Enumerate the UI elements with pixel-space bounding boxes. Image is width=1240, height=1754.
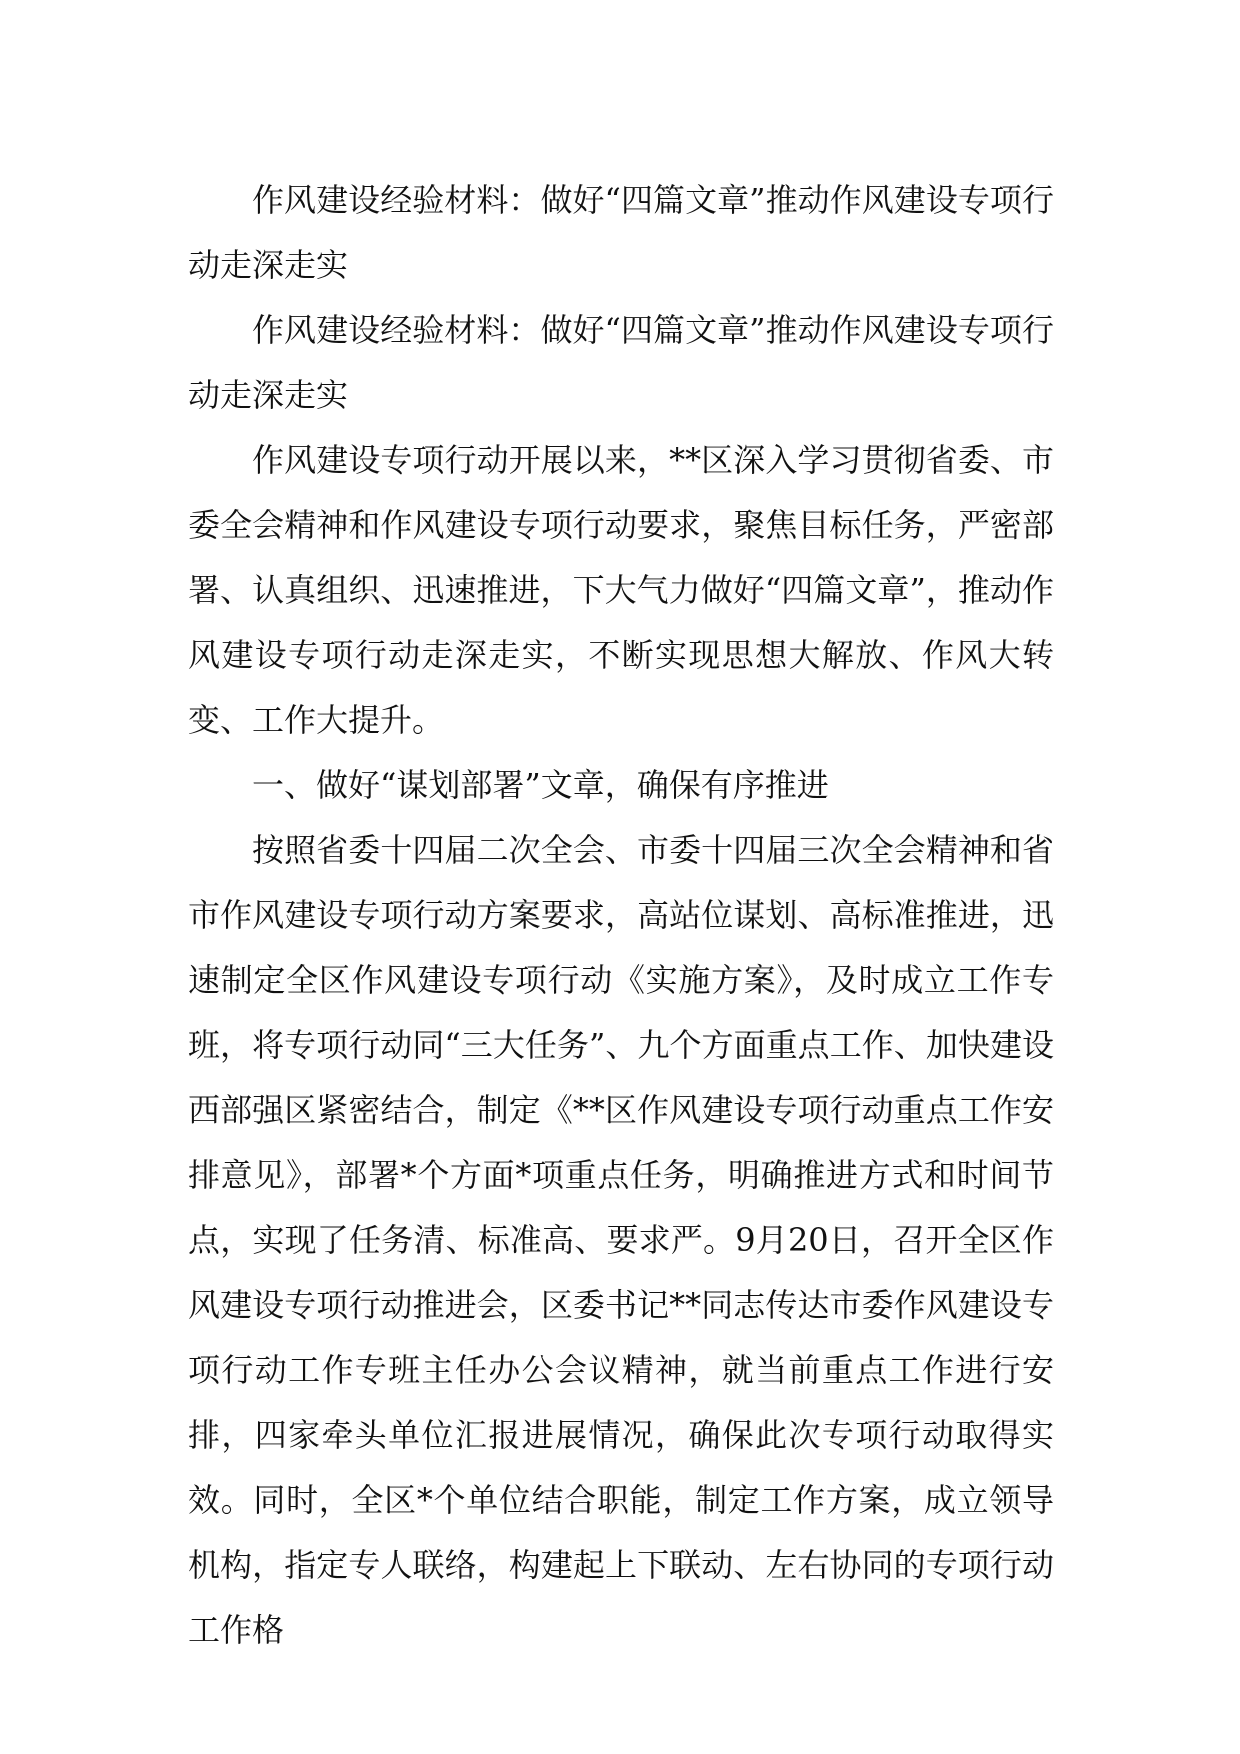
document-title: 作风建设经验材料：做好“四篇文章”推动作风建设专项行动走深走实 bbox=[188, 181, 1054, 284]
document-body bbox=[188, 168, 1054, 1663]
document-title-repeat: 作风建设经验材料：做好“四篇文章”推动作风建设专项行动走深走实 bbox=[188, 311, 1054, 414]
intro-paragraph: 作风建设专项行动开展以来，**区深入学习贯彻省委、市委全会精神和作风建设专项行动要求，聚焦目标任务，严密部署、认真组织、迅速推进，下大气力做好“四篇文章”，推动作风建设专项行动走深走实，不断实现思想大解放、作风大转变、工作大提升。 bbox=[188, 441, 1054, 739]
section-heading: 一、做好“谋划部署”文章，确保有序推进 bbox=[252, 766, 829, 804]
body-paragraph: 按照省委十四届二次全会、市委十四届三次全会精神和省市作风建设专项行动方案要求，高站位谋划、高标准推进，迅速制定全区作风建设专项行动《实施方案》，及时成立工作专班，将专项行动同“三大任务”、九个方面重点工作、加快建设西部强区紧密结合，制定《**区作风建设专项行动重点工作安排意见》，部署*个方面*项重点任务，明确推进方式和时间节点，实现了任务清、标准高、要求严。9月20日，召开全区作风建设专项行动推进会，区委书记**同志传达市委作风建设专项行动工作专班主任办公会议精神，就当前重点工作进行安排，四家牵头单位汇报进展情况，确保此次专项行动取得实效。同时，全区*个单位结合职能，制定工作方案，成立领导机构，指定专人联络，构建起上下联动、左右协同的专项行动工作格 bbox=[188, 831, 1054, 1649]
